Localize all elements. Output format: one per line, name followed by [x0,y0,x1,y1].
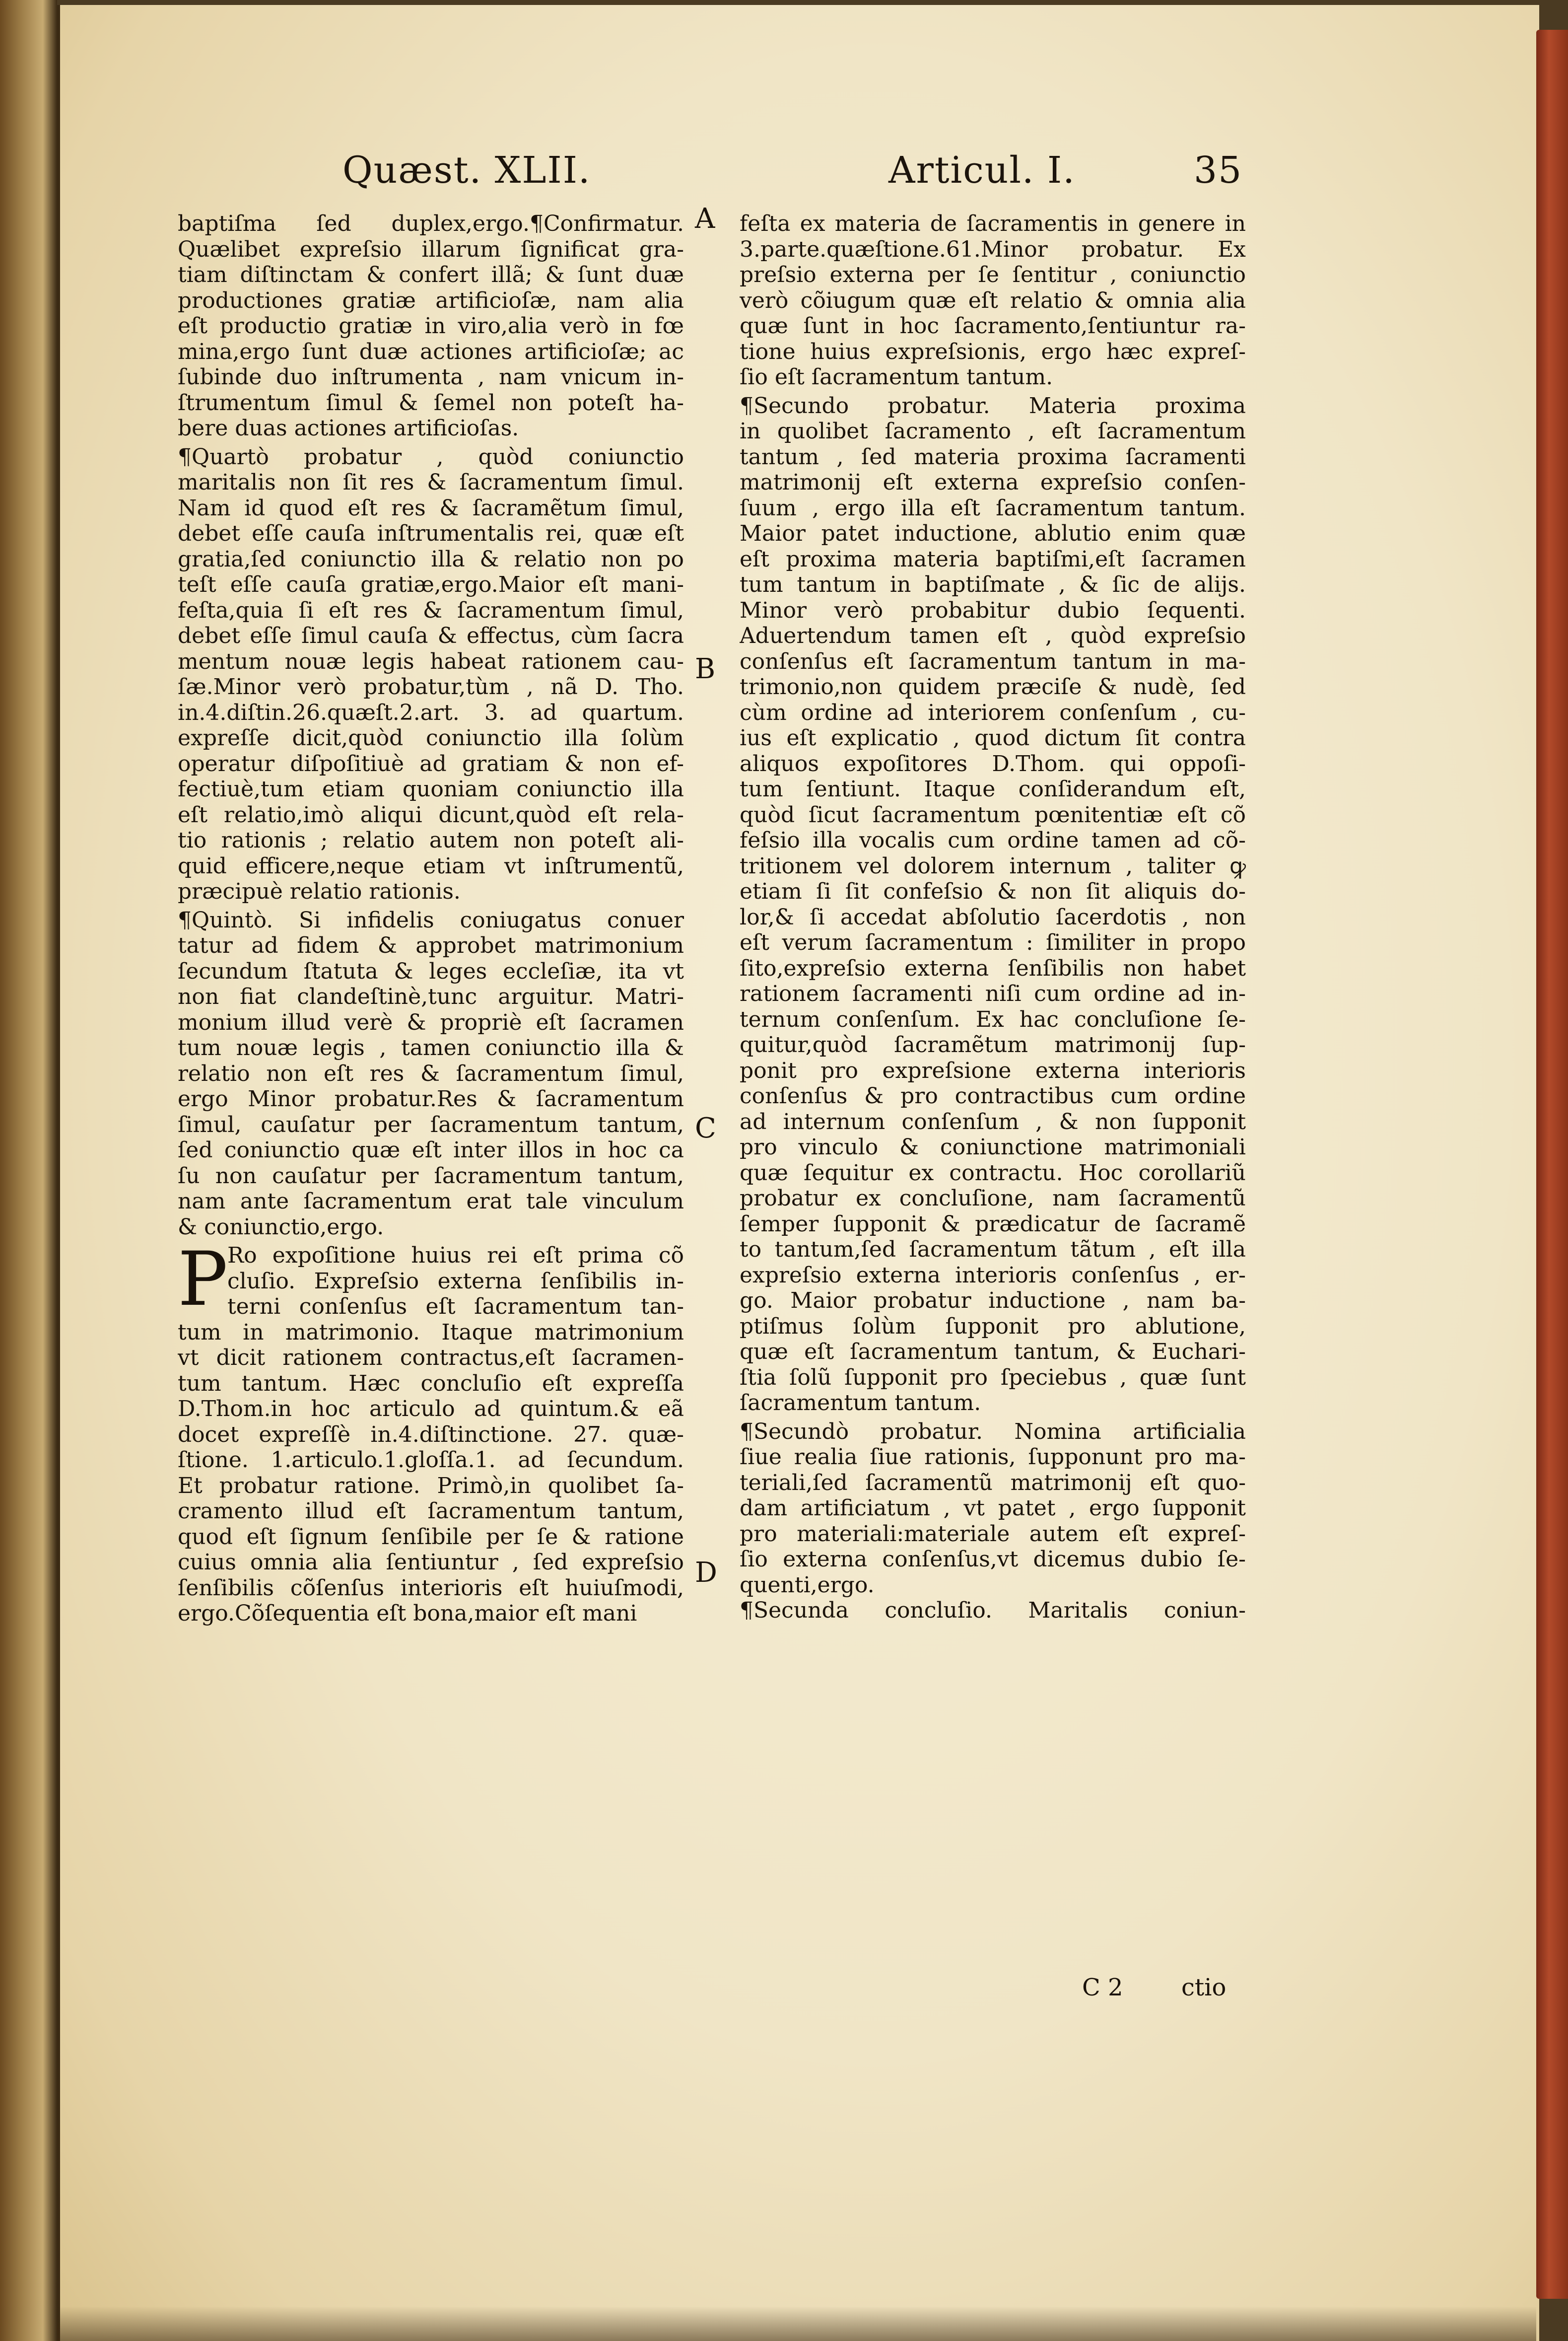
text-line: ternum conſenſum. Ex hac concluſione ſe- [740,1006,1246,1032]
text-line: & coniunctio,ergo. [178,1214,384,1240]
text-line: Maior patet inductione, ablutio enim quæ [740,521,1246,546]
text-line: to tantum,ſed ſacramentum tãtum , eſt illa [740,1237,1246,1262]
text-line: Ro expoſitione huius rei eſt prima cõ [227,1243,684,1268]
text-line: ſito,expreſsio externa ſenſibilis non habet [740,955,1246,981]
text-line: D.Thom.in hoc articulo ad quintum.& eã [178,1396,684,1421]
margin-letter-a: A [695,203,715,235]
text-line: in quolibet ſacramento , eſt ſacramentum [740,419,1246,444]
text-line: bere duas actiones artificioſas. [178,416,519,441]
left-column [178,211,684,1627]
text-line: quitur,quòd ſacramẽtum matrimonij ſup- [740,1032,1246,1058]
text-line: ad internum conſenſum , & non ſupponit [740,1109,1246,1135]
text-line: cùm ordine ad interiorem conſenſum , cu- [740,700,1246,725]
right-column [740,211,1246,1624]
text-line: tum in matrimonio. Itaque matrimonium [178,1319,684,1345]
text-line: tum tantum in baptiſmate , & ſic de alijs. [740,572,1246,597]
text-line: expreſsio externa interioris conſenſus , er- [740,1262,1246,1288]
text-line: monium illud verè & propriè eſt ſacramen [178,1009,684,1035]
text-line: tum ſentiunt. Itaque conſiderandum eſt, [740,777,1246,802]
bottom-shadow [57,2306,1536,2341]
text-line: quæ ſequitur ex contractu. Hoc corollariũ [740,1160,1246,1186]
text-line: ſimul, cauſatur per ſacramentum tantum, [178,1112,684,1137]
text-line: quòd ſicut ſacramentum pœnitentiæ eſt cõ [740,802,1246,828]
text-line: ſæ.Minor verò probatur,tùm , nã D. Tho. [178,674,684,700]
text-line: conſenſus eſt ſacramentum tantum in ma- [740,648,1246,674]
text-line: dam artificiatum , vt patet , ergo ſupponit [740,1495,1246,1521]
text-line: feſsio illa vocalis cum ordine tamen ad cõ- [740,828,1246,853]
text-line: ſtrumentum ſimul & ſemel non poteſt ha- [178,390,684,416]
text-line: ſecundum ſtatuta & leges eccleſiæ, ita vt [178,958,684,984]
text-line: debet eſſe cauſa inſtrumentalis rei, quæ eſt [178,521,684,546]
margin-letter-b: B [695,653,716,685]
text-line: præcipuè relatio rationis. [178,879,461,904]
margin-letter-c: C [695,1112,716,1144]
text-line: teriali,ſed ſacramentũ matrimonij eſt quo- [740,1470,1246,1495]
signature-mark: C 2 [1082,1974,1123,2001]
folio-number: 35 [1194,149,1243,192]
running-head-article: Articul. I. [888,149,1076,192]
text-line: quod eſt ſignum ſenſibile per ſe & ratione [178,1524,684,1550]
text-line: ſiue realia ſiue rationis, ſupponunt pro ma- [740,1444,1246,1470]
text-line: feſta ex materia de ſacramentis in genere in [740,211,1246,236]
text-line: probatur ex concluſione, nam ſacramentũ [740,1186,1246,1211]
text-line: rationem ſacramenti niſi cum ordine ad in- [740,981,1246,1006]
text-line: operatur diſpoſitiuè ad gratiam & non ef- [178,751,684,777]
text-line: trimonio,non quidem præciſe & nudè, ſed [740,674,1246,700]
text-line: verò cõiugum quæ eſt relatio & omnia alia [740,287,1246,313]
text-line: tatur ad fidem & approbet matrimonium [178,933,684,958]
text-line: ¶Secundò probatur. Nomina artificialia [740,1419,1246,1444]
text-line: Quælibet expreſsio illarum ſignificat gra- [178,236,684,262]
text-line: non fiat clandeſtinè,tunc arguitur. Matri- [178,984,684,1009]
text-line: quæ ſunt in hoc ſacramento,ſentiuntur ra- [740,313,1246,339]
text-line: ſio eſt ſacramentum tantum. [740,364,1053,390]
text-line: pro vinculo & coniunctione matrimoniali [740,1135,1246,1160]
text-line: ſed coniunctio quæ eſt inter illos in hoc ca [178,1137,684,1163]
text-line: Et probatur ratione. Primò,in quolibet ſa- [178,1473,684,1498]
text-line: cramento illud eſt ſacramentum tantum, [178,1498,684,1524]
text-line: ſu non cauſatur per ſacramentum tantum, [178,1163,684,1189]
text-line: mentum nouæ legis habeat rationem cau- [178,648,684,674]
text-line: in.4.diſtin.26.quæſt.2.art. 3. ad quartum. [178,700,684,725]
text-line: quenti,ergo. [740,1572,875,1598]
text-line: nam ante ſacramentum erat tale vinculum [178,1189,684,1214]
text-line: go. Maior probatur inductione , nam ba- [740,1288,1246,1313]
text-line: ergo Minor probatur.Res & ſacramentum [178,1086,684,1112]
text-line: ſenſibilis cõſenſus interioris eſt huiuſmodi, [178,1575,684,1601]
text-line: Minor verò probabitur dubio ſequenti. [740,597,1246,623]
text-line: ius eſt explicatio , quod dictum ſit contra [740,725,1246,751]
text-line: tantum , ſed materia proxima ſacramenti [740,444,1246,470]
text-line: productiones gratiæ artificioſæ, nam alia [178,287,684,313]
text-line: ſacramentum tantum. [740,1390,981,1416]
running-head-question: Quæst. XLII. [342,149,591,192]
text-line: ſemper ſupponit & prædicatur de ſacramẽ [740,1211,1246,1237]
text-line: ſuum , ergo illa eſt ſacramentum tantum. [740,495,1246,521]
text-line: tum nouæ legis , tamen coniunctio illa & [178,1035,684,1061]
text-line: lor,& ſi accedat abſolutio ſacerdotis , non [740,904,1246,930]
text-line: cluſio. Expreſsio externa ſenſibilis in- [227,1268,684,1294]
text-line: fectiuè,tum etiam quoniam coniunctio illa [178,777,684,802]
text-line: cuius omnia alia ſentiuntur , ſed expreſsio [178,1550,684,1575]
text-line: ¶Secunda concluſio. Maritalis coniun- [740,1598,1246,1623]
text-line: tritionem vel dolorem internum , taliter ꝙ [740,853,1246,879]
text-line: ¶Quartò probatur , quòd coniunctio [178,444,684,470]
text-line: etiam ſi ſit confeſsio & non ſit aliquis do- [740,879,1246,904]
text-line: gratia,ſed coniunctio illa & relatio non po [178,546,684,572]
text-line: expreſſe dicit,quòd coniunctio illa ſolùm [178,725,684,751]
text-line: teſt eſſe cauſa gratiæ,ergo.Maior eſt mani- [178,572,684,597]
text-line: conſenſus & pro contractibus cum ordine [740,1083,1246,1109]
text-line: ptiſmus ſolùm ſupponit pro ablutione, [740,1313,1246,1339]
text-line: preſsio externa per ſe ſentitur , coniunctio [740,262,1246,287]
text-line: feſta,quia ſi eſt res & ſacramentum ſimul, [178,597,684,623]
text-line: ¶Quintò. Si infidelis coniugatus conuer [178,907,684,933]
text-line: terni conſenſus eſt ſacramentum tan- [227,1294,684,1319]
text-line: debet eſſe ſimul cauſa & effectus, cùm ſacra [178,623,684,648]
drop-cap: P [178,1236,228,1323]
text-line: aliquos expoſitores D.Thom. qui oppoſi- [740,751,1246,777]
text-line: pro materiali:materiale autem eſt expreſ- [740,1521,1246,1547]
text-line: ſtia ſolũ ſupponit pro ſpeciebus , quæ ſunt [740,1364,1246,1390]
text-line: mina,ergo ſunt duæ actiones artificioſæ; ac [178,339,684,364]
text-line: ſtione. 1.articulo.1.gloſſa.1. ad ſecundum. [178,1447,684,1473]
text-line: ergo.Cõſequentia eſt bona,maior eſt mani [178,1601,637,1626]
text-line: quid efficere,neque etiam vt inſtrumentũ, [178,853,684,879]
text-line: quæ eſt ſacramentum tantum, & Euchari- [740,1339,1246,1364]
text-line: matrimonij eſt externa expreſsio conſen- [740,470,1246,495]
text-line: Nam id quod eſt res & ſacramẽtum ſimul, [178,495,684,521]
catchword: ctio [1181,1974,1227,2001]
text-line: tione huius expreſsionis, ergo hæc expreſ- [740,339,1246,364]
text-line: ſio externa conſenſus,vt dicemus dubio ſe- [740,1547,1246,1572]
text-line: 3.parte.quæſtione.61.Minor probatur. Ex [740,236,1246,262]
text-line: tiam diſtinctam & confert illã; & ſunt duæ [178,262,684,287]
text-line: Aduertendum tamen eſt , quòd expreſsio [740,623,1246,648]
text-line: ſubinde duo inſtrumenta , nam vnicum in- [178,364,684,390]
text-line: relatio non eſt res & ſacramentum ſimul, [178,1061,684,1086]
text-line: baptiſma ſed duplex,ergo.¶Confirmatur. [178,211,684,236]
text-line: ¶Secundo probatur. Materia proxima [740,393,1246,419]
text-line: eſt productio gratiæ in viro,alia verò in fœ [178,313,684,339]
page-edge [1536,30,1568,2299]
text-line: eſt verum ſacramentum : ſimiliter in propo [740,930,1246,955]
margin-letter-d: D [695,1557,717,1589]
text-line: tum tantum. Hæc concluſio eſt expreſſa [178,1370,684,1396]
text-line: maritalis non ſit res & ſacramentum ſimul. [178,470,684,495]
preceding-page-gutter [0,0,57,2341]
text-line: tio rationis ; relatio autem non poteſt ali- [178,828,684,853]
text-line: docet expreſſè in.4.diſtinctione. 27. quæ- [178,1421,684,1447]
text-line: ponit pro expreſsione externa interioris [740,1058,1246,1083]
text-line: vt dicit rationem contractus,eſt ſacramen- [178,1345,684,1370]
text-line: eſt proxima materia baptiſmi,eſt ſacramen [740,546,1246,572]
text-line: eſt relatio,imò aliqui dicunt,quòd eſt rela- [178,802,684,828]
